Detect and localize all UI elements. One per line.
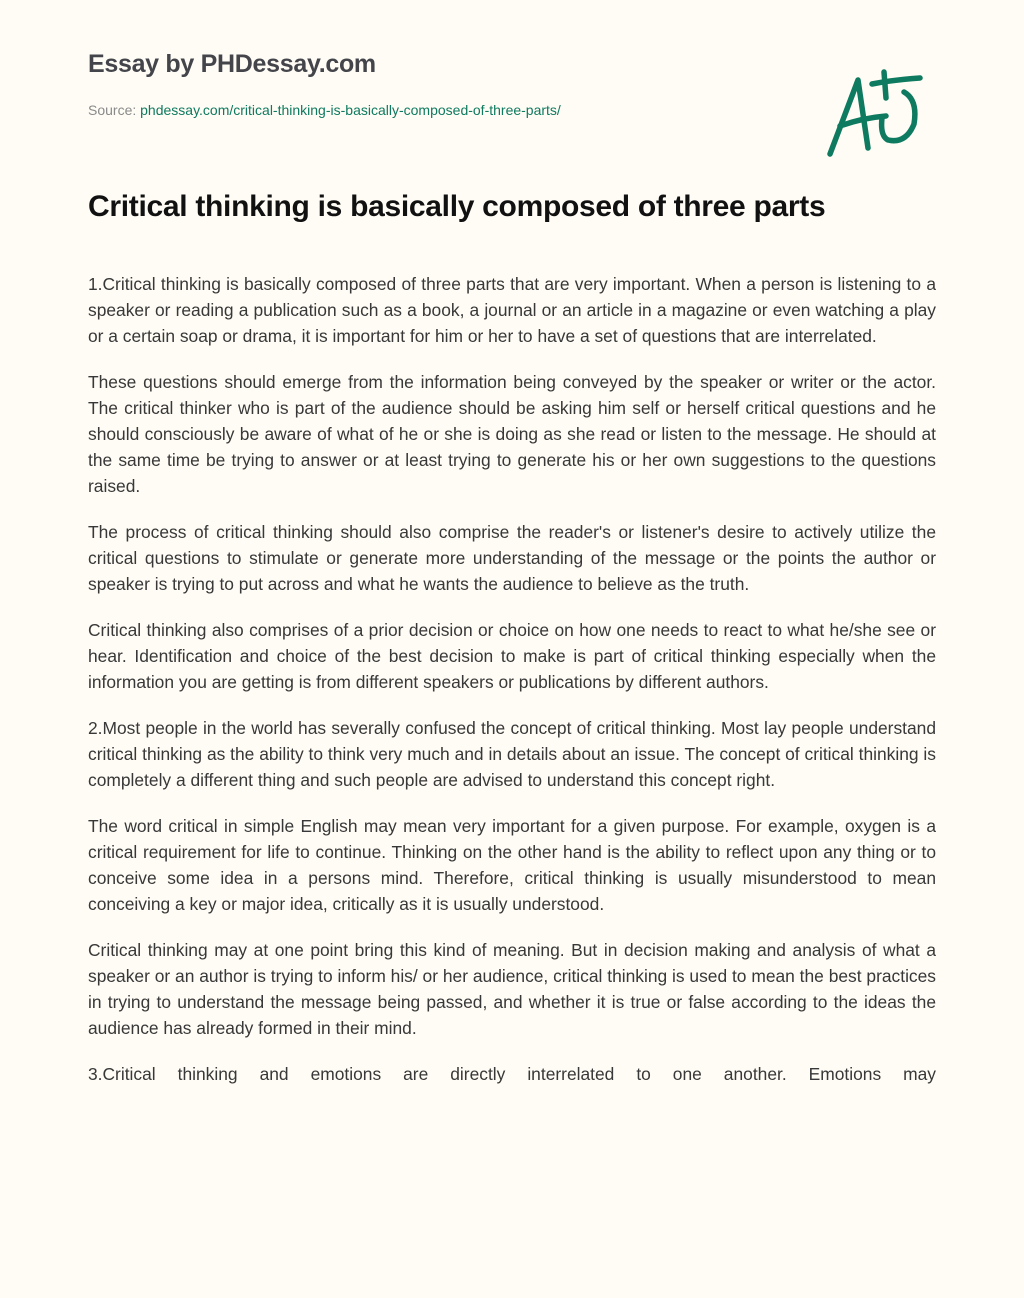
- paragraph: Critical thinking may at one point bring this kind of meaning. But in decision making and analysis of what a speaker or an author is trying to inform his/ or her audience, critical thinking is used to mean the best practices in trying to understand the message being passed, and whether it is true or false according to the ideas the audience has already formed in their mind.: [88, 940, 936, 1038]
- paragraph: The word critical in simple English may mean very important for a given purpose. For example, oxygen is a critical requirement for life to continue. Thinking on the other hand is the ability to reflect upon any thing or to conceive some idea in a persons mind. Therefore, critical thinking is usually misunderstood to mean conceiving a key or major idea, critically as it is usually understood.: [88, 816, 936, 914]
- paragraph: The process of critical thinking should also comprise the reader's or listener's desire to actively utilize the critical questions to stimulate or generate more understanding of the message or the points the author or speaker is trying to put across and what he wants the audience to believe as the truth.: [88, 522, 936, 594]
- source-label: Source:: [88, 102, 137, 118]
- source-link[interactable]: phdessay.com/critical-thinking-is-basically-composed-of-three-parts/: [140, 102, 561, 118]
- paragraph: These questions should emerge from the information being conveyed by the speaker or writer or the actor. The critical thinker who is part of the audience should be asking him self or herself critical questions and he should consciously be aware of what of he or she is doing as she read or listen to the message. He should at the same time be trying to answer or at least trying to generate his or her own suggestions to the questions raised.: [88, 372, 936, 496]
- paragraph: Critical thinking also comprises of a prior decision or choice on how one needs to react to what he/she see or hear. Identification and choice of the best decision to make is part of critical thinking especially when the information you are getting is from different speakers or publications by different authors.: [88, 620, 936, 692]
- a-plus-grade-icon: [822, 66, 926, 158]
- source-line: [88, 102, 561, 118]
- paragraph: 2.Most people in the world has severally confused the concept of critical thinking. Most lay people understand critical thinking as the ability to think very much and in details about an issue. The concept of critical thinking is completely a different thing and such people are advised to understand this concept right.: [88, 718, 936, 790]
- page-title: Critical thinking is basically composed of three parts: [88, 190, 826, 223]
- paragraph: 1.Critical thinking is basically composed of three parts that are very important. When a person is listening to a speaker or reading a publication such as a book, a journal or an article in a magazine or even watching a play or a certain soap or drama, it is important for him or her to have a set of questions that are interrelated.: [88, 274, 936, 346]
- paragraph: 3.Critical thinking and emotions are directly interrelated to one another. Emotions may: [88, 1064, 936, 1084]
- essay-body: [88, 271, 936, 1271]
- site-name: Essay by PHDessay.com: [88, 50, 376, 78]
